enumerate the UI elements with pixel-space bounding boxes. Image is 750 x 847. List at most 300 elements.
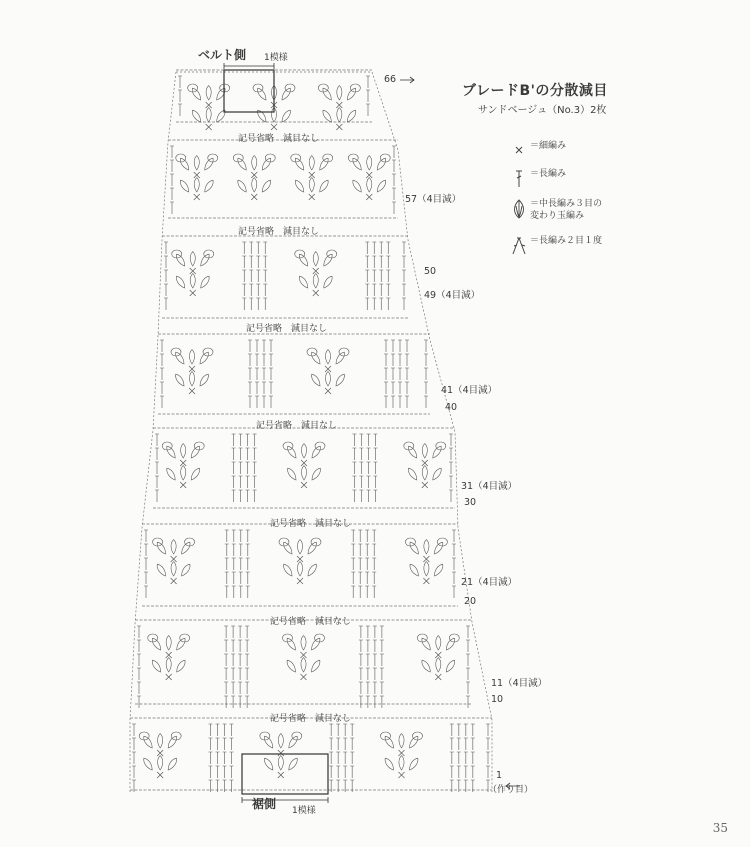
dc-stitch [452, 544, 456, 556]
dc-stitch [224, 682, 228, 694]
puff-stitch [280, 87, 292, 102]
dc-stitch [359, 434, 363, 446]
dc-stitch [245, 696, 249, 708]
sc-mark [309, 194, 315, 200]
dc-stitch [366, 668, 370, 680]
puff-stitch [399, 756, 404, 770]
dc-stitch [466, 654, 470, 666]
dc-stitch [386, 298, 390, 310]
dc-stitch [372, 242, 376, 254]
dc-stitch [464, 724, 468, 736]
legend-text: ＝長編み [530, 169, 567, 179]
dc-stitch [248, 340, 252, 352]
dc-stitch [452, 558, 456, 570]
dc-stitch [170, 188, 174, 200]
puff-stitch [178, 179, 190, 194]
puff-stitch [309, 156, 314, 170]
dc-stitch [471, 766, 475, 778]
dc-stitch [359, 448, 363, 460]
dc-stitch [269, 396, 273, 408]
dc-stitch [246, 544, 250, 556]
dc-stitch [449, 462, 453, 474]
dc-stitch [230, 738, 234, 750]
dc-stitch [253, 448, 257, 460]
dc-stitch [398, 340, 402, 352]
omit-note: 記号省略 減目なし [238, 134, 320, 144]
dc-stitch [269, 382, 273, 394]
dc-stitch [379, 298, 383, 310]
dc-stitch [365, 298, 369, 310]
dc-stitch [391, 340, 395, 352]
dc-stitch [239, 462, 243, 474]
legend-text-2: 変わり玉編み [530, 211, 585, 221]
dc-stitch [224, 668, 228, 680]
puff-stitch [165, 467, 177, 482]
puff-stitch [171, 562, 176, 576]
dc-stitch [352, 462, 356, 474]
dc-stitch [255, 354, 259, 366]
dc-stitch [398, 368, 402, 380]
row-label-40: 40 [445, 402, 458, 413]
legend-dc2tog [510, 235, 602, 257]
chart-subtitle: サンドベージュ（No.3）2枚 [478, 105, 607, 116]
dc-stitch [263, 242, 267, 254]
dc-stitch [132, 738, 136, 750]
dc-stitch [466, 696, 470, 708]
puff-stitch [420, 659, 432, 674]
sc-mark [325, 366, 331, 372]
dc-stitch [466, 640, 470, 652]
puff-stitch [286, 445, 298, 460]
puff-stitch [282, 541, 294, 556]
dc-stitch [386, 270, 390, 282]
puff-stitch [180, 541, 192, 556]
dc-stitch [232, 462, 236, 474]
dc-stitch [350, 752, 354, 764]
puff-stitch [322, 253, 334, 268]
dc-stitch [256, 298, 260, 310]
dc-stitch [359, 668, 363, 680]
sc-mark [423, 556, 429, 562]
dc-stitch [170, 146, 174, 158]
dc-stitch [170, 160, 174, 172]
puff-stitch [383, 757, 395, 772]
dc-stitch [170, 174, 174, 186]
puff-stitch [313, 252, 318, 266]
sc-mark [336, 102, 342, 108]
dc-stitch [351, 572, 355, 584]
dc-stitch [366, 462, 370, 474]
dc-stitch [245, 640, 249, 652]
puff-stitch [189, 467, 201, 482]
dc-stitch [223, 724, 227, 736]
puff-stitch [407, 735, 419, 750]
dc-stitch [329, 766, 333, 778]
sc-mark [366, 194, 372, 200]
puff-stitch [310, 351, 322, 366]
puff-stitch [190, 109, 202, 124]
dc-stitch [246, 572, 250, 584]
puff-stitch [309, 178, 314, 192]
dc-stitch [248, 382, 252, 394]
dc-stitch [238, 696, 242, 708]
dc-stitch [352, 434, 356, 446]
dc-stitch [452, 572, 456, 584]
dc-stitch [366, 490, 370, 502]
sc-mark [271, 124, 277, 130]
dc-stitch [373, 682, 377, 694]
dc-stitch [392, 146, 396, 158]
dc-stitch [269, 354, 273, 366]
puff-stitch [334, 373, 346, 388]
puff-stitch [262, 735, 274, 750]
sc-mark [251, 194, 257, 200]
puff-stitch [180, 563, 192, 578]
dc-stitch [263, 284, 267, 296]
puff-stitch [408, 541, 420, 556]
sc-mark [190, 290, 196, 296]
dc-stitch [232, 544, 236, 556]
dc-stitch [255, 396, 259, 408]
dc-stitch [352, 448, 356, 460]
puff-stitch [203, 179, 215, 194]
dc-stitch [225, 558, 229, 570]
puff-stitch [432, 563, 444, 578]
dc-stitch [230, 766, 234, 778]
left-edge [130, 72, 176, 792]
sc-mark [309, 172, 315, 178]
dc-stitch [209, 766, 213, 778]
dc-stitch [239, 558, 243, 570]
dc-stitch [223, 766, 227, 778]
puff-stitch [252, 156, 257, 170]
dc-stitch [365, 558, 369, 570]
dc-stitch [386, 242, 390, 254]
dc-stitch [238, 668, 242, 680]
puff-stitch [206, 108, 211, 122]
puff-stitch [422, 444, 427, 458]
row-arrow-icon [400, 77, 414, 83]
puff-stitch [310, 373, 322, 388]
puff-stitch [321, 87, 333, 102]
sc-mark [399, 750, 405, 756]
puff-stitch [325, 350, 330, 364]
dc-stitch [137, 668, 141, 680]
puff-stitch [174, 351, 186, 366]
sc-mark [180, 482, 186, 488]
puff-stitch [178, 157, 190, 172]
dc-stitch [366, 640, 370, 652]
puff-stitch [444, 659, 456, 674]
dc-stitch [155, 448, 159, 460]
dc-stitch [365, 256, 369, 268]
puff-stitch [194, 156, 199, 170]
dc-stitch [405, 368, 409, 380]
x-stitch-icon [510, 140, 530, 162]
puff-stitch [422, 466, 427, 480]
dc-stitch [373, 434, 377, 446]
dc-stitch [248, 368, 252, 380]
puff-stitch [260, 157, 272, 172]
sc-mark [422, 460, 428, 466]
dc-stitch [160, 354, 164, 366]
dc-stitch [137, 682, 141, 694]
sc-mark [301, 460, 307, 466]
dc-stitch [365, 586, 369, 598]
puff-stitch [236, 157, 248, 172]
dc-stitch [359, 654, 363, 666]
dc-stitch [137, 654, 141, 666]
dc-stitch [466, 626, 470, 638]
dc-stitch [486, 766, 490, 778]
dc-stitch [402, 270, 406, 282]
dc-stitch [248, 396, 252, 408]
foundation-chain-label: （作り目） [488, 785, 534, 795]
dc-stitch [249, 284, 253, 296]
sc-mark [435, 674, 441, 680]
legend-text: ＝細編み [530, 141, 567, 151]
belt-side-label: ベルト側 [198, 48, 247, 62]
dc-stitch [242, 270, 246, 282]
dc-stitch [255, 368, 259, 380]
dc-stitch [343, 724, 347, 736]
dc-stitch [350, 766, 354, 778]
puff-stitch [155, 563, 167, 578]
repeat-box-top [224, 70, 274, 112]
puff-stitch [165, 445, 177, 460]
dc-stitch [373, 640, 377, 652]
puff-stitch [301, 466, 306, 480]
row-label-21: 21（4目減） [461, 577, 518, 588]
dc-stitch [398, 396, 402, 408]
puff-stitch [199, 253, 211, 268]
sc-mark [166, 652, 172, 658]
puff-stitch [293, 157, 305, 172]
puff-stitch [367, 178, 372, 192]
dc-stitch [373, 626, 377, 638]
dc-stitch [457, 724, 461, 736]
page-number: 35 [712, 821, 728, 835]
dc-stitch [372, 572, 376, 584]
dc-stitch [358, 586, 362, 598]
puff-stitch [189, 372, 194, 386]
puff-stitch [424, 540, 429, 554]
dc-stitch [373, 696, 377, 708]
dc-stitch [352, 476, 356, 488]
puff-stitch [310, 467, 322, 482]
dc-stitch [350, 724, 354, 736]
legend-text-block [530, 198, 602, 222]
dc-stitch [155, 476, 159, 488]
dc-stitch [343, 766, 347, 778]
sc-mark [190, 268, 196, 274]
dc-stitch [365, 270, 369, 282]
dc-stitch [216, 752, 220, 764]
dc-stitch [391, 354, 395, 366]
dc-stitch [372, 586, 376, 598]
dc-stitch [249, 256, 253, 268]
puff-stitch [206, 86, 211, 100]
dc-stitch [239, 572, 243, 584]
puff-stitch [301, 658, 306, 672]
dc-stitch [373, 490, 377, 502]
puff-stitch [337, 86, 342, 100]
dc-stitch [253, 490, 257, 502]
dc-stitch [358, 572, 362, 584]
dc-stitch [238, 654, 242, 666]
dc-stitch [223, 738, 227, 750]
dc-stitch [372, 544, 376, 556]
puff-stitch [407, 757, 419, 772]
puff-stitch [293, 179, 305, 194]
puff-stitch [334, 351, 346, 366]
dc-stitch [231, 640, 235, 652]
dc-stitch [373, 462, 377, 474]
dc-stitch [379, 242, 383, 254]
puff-stitch [260, 179, 272, 194]
dc-stitch [262, 368, 266, 380]
dc-stitch [160, 340, 164, 352]
puff-stitch [174, 275, 186, 290]
dc-stitch [366, 448, 370, 460]
dc-stitch [216, 724, 220, 736]
dc-stitch [155, 462, 159, 474]
puff-stitch [399, 734, 404, 748]
dc-stitch [225, 530, 229, 542]
dc-stitch [246, 448, 250, 460]
sc-mark [325, 388, 331, 394]
dc-stitch [144, 572, 148, 584]
dc-stitch [358, 544, 362, 556]
dc-stitch [405, 354, 409, 366]
puff-stitch-icon [510, 198, 530, 220]
dc-stitch [249, 270, 253, 282]
puff-stitch [286, 467, 298, 482]
sc-mark [194, 194, 200, 200]
puff-stitch [408, 563, 420, 578]
puff-stitch [278, 756, 283, 770]
dc-stitch [380, 682, 384, 694]
omit-note: 記号省略 減目なし [246, 324, 328, 334]
puff-stitch [431, 445, 443, 460]
dc-stitch [380, 654, 384, 666]
dc-stitch [365, 544, 369, 556]
puff-stitch [322, 275, 334, 290]
dc-stitch [248, 354, 252, 366]
dc-stitch [449, 448, 453, 460]
dc-stitch [144, 530, 148, 542]
dc-stitch [373, 654, 377, 666]
dc-stitch [350, 738, 354, 750]
dc-stitch [262, 382, 266, 394]
dc-stitch [246, 530, 250, 542]
dc-stitch [245, 682, 249, 694]
dc-stitch [255, 382, 259, 394]
dc-stitch [402, 298, 406, 310]
dc-stitch [269, 368, 273, 380]
dc-stitch [137, 696, 141, 708]
dc-stitch [164, 270, 168, 282]
dc-stitch [232, 476, 236, 488]
sc-mark [278, 750, 284, 756]
puff-stitch [181, 444, 186, 458]
dc-stitch [137, 640, 141, 652]
dc-stitch [224, 696, 228, 708]
row-label-20: 20 [464, 596, 477, 607]
dc-stitch [366, 76, 370, 88]
row-label-41: 41（4目減） [441, 385, 498, 396]
dc-stitch [358, 558, 362, 570]
puff-stitch [285, 637, 297, 652]
dc-stitch [223, 752, 227, 764]
dc-stitch [373, 448, 377, 460]
puff-stitch [198, 351, 210, 366]
dc-stitch [155, 434, 159, 446]
top-repeat-label: 1模様 [264, 53, 288, 63]
puff-stitch [287, 735, 299, 750]
dc-stitch [216, 738, 220, 750]
dc-stitch [372, 270, 376, 282]
dc-stitch [209, 752, 213, 764]
dc-stitch [359, 490, 363, 502]
dc-stitch [384, 340, 388, 352]
dc-stitch [359, 696, 363, 708]
puff-stitch [375, 179, 387, 194]
dc-stitch [256, 242, 260, 254]
sc-mark [313, 268, 319, 274]
dc-stitch [230, 752, 234, 764]
dc-stitch [256, 256, 260, 268]
dc-stitch [160, 382, 164, 394]
puff-stitch [297, 562, 302, 576]
dc-stitch [231, 696, 235, 708]
dc-stitch [164, 298, 168, 310]
dc-stitch [366, 434, 370, 446]
sc-mark [189, 388, 195, 394]
dc-stitch [391, 396, 395, 408]
dc-stitch [392, 160, 396, 172]
dc-stitch [239, 434, 243, 446]
dc-stitch [239, 586, 243, 598]
dc-stitch [351, 544, 355, 556]
dc-stitch [351, 586, 355, 598]
dc-stitch [379, 284, 383, 296]
puff-stitch [252, 178, 257, 192]
puff-stitch [345, 109, 357, 124]
dc-stitch [365, 242, 369, 254]
dc-stitch [386, 256, 390, 268]
sc-mark [171, 556, 177, 562]
dc-stitch [137, 626, 141, 638]
dc-stitch [164, 256, 168, 268]
dc-stitch [424, 382, 428, 394]
sc-mark [206, 124, 212, 130]
puff-stitch [406, 445, 418, 460]
dc-stitch [239, 544, 243, 556]
dc2tog-icon [510, 235, 530, 257]
dc-stitch [263, 256, 267, 268]
dc-stitch [464, 752, 468, 764]
sc-mark [157, 772, 163, 778]
sc-mark [278, 772, 284, 778]
omit-note: 記号省略 減目なし [238, 227, 320, 237]
dc-stitch [398, 354, 402, 366]
dc-stitch [178, 90, 182, 102]
legend-sc [510, 140, 566, 162]
dc-stitch [246, 434, 250, 446]
sc-mark [423, 578, 429, 584]
sc-mark [301, 674, 307, 680]
